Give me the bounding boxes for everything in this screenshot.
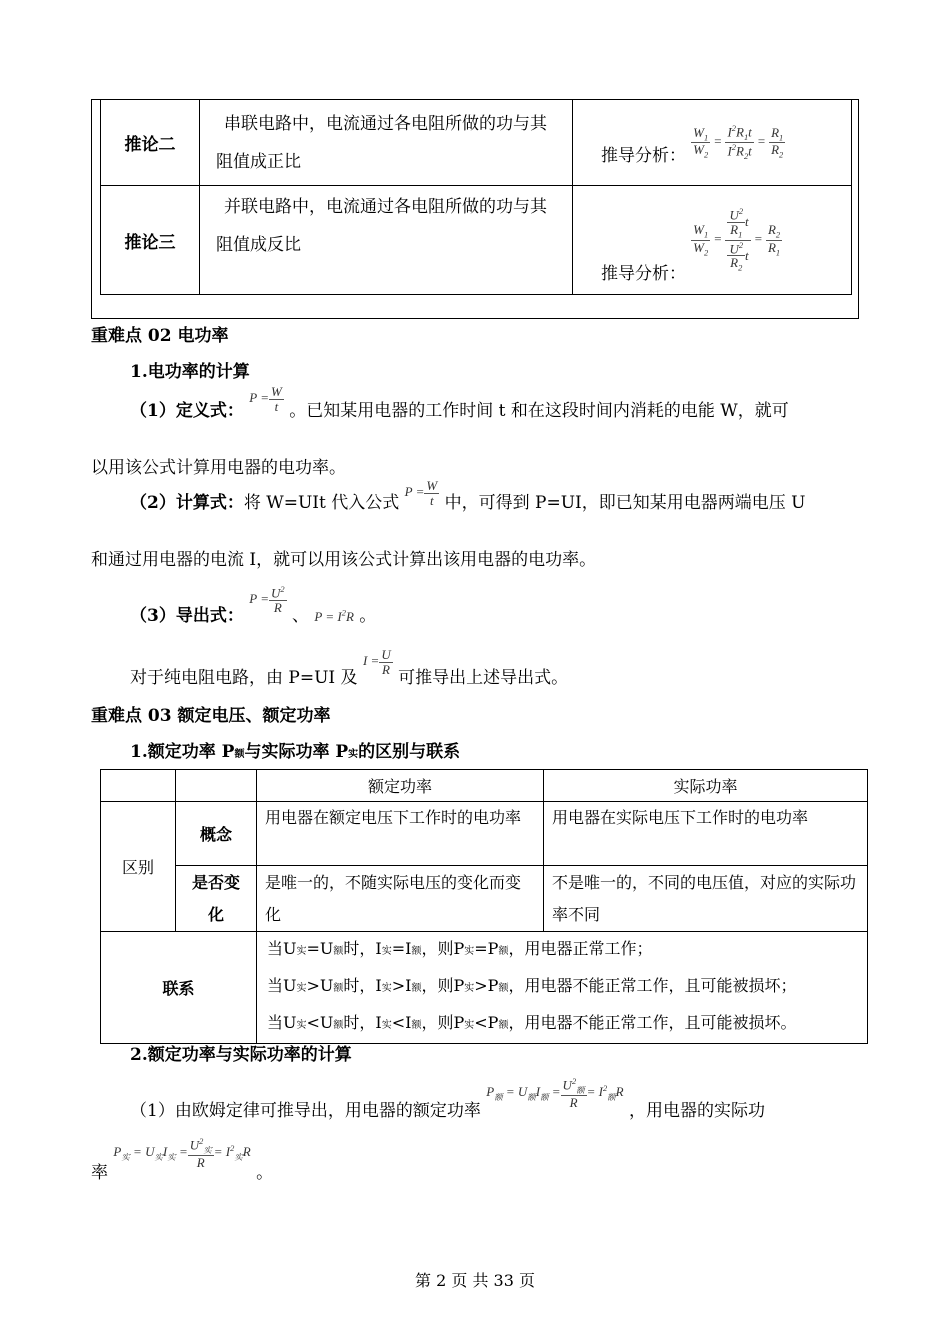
- col-header: 额定功率: [257, 770, 544, 802]
- formula-series: $\frac{W_1}{W_2}$ = $\frac{I^2R_1t}{I^2R_2t}$ = $\frac{R_1}{R_2}$: [693, 123, 784, 161]
- link-line: 当U实=U额时，I实=I额，则P实=P额，用电器正常工作；: [267, 939, 653, 958]
- paragraph-text: 和通过用电器的电流 I，就可以用该公式计算出该用电器的电功率。: [91, 550, 597, 570]
- table-cell: 不是唯一的，不同的电压值，对应的实际功率不同: [544, 866, 868, 932]
- subheading-text: 的区别与联系: [358, 742, 461, 762]
- row-desc: 串联电路中，电流通过各电阻所做的功与其阻值成正比: [216, 113, 547, 172]
- row-label: 是否变化: [176, 866, 257, 932]
- paragraph-label: （2）计算式：: [130, 493, 244, 513]
- calc-paragraph: [130, 477, 890, 519]
- subheading: 1.电功率的计算: [130, 362, 250, 382]
- formula-p-w-t: P = $\frac{W}{t}$: [404, 477, 438, 508]
- formula-u2-r: P = $\frac{U^2}{R}$: [249, 584, 285, 616]
- derived-paragraph: [130, 583, 377, 626]
- row-desc: 并联电路中，电流通过各电阻所做的功与其阻值成反比: [216, 197, 547, 255]
- subheading-text: 1.额定功率 P: [130, 742, 235, 762]
- table-row: [101, 100, 852, 186]
- analysis-label: 推导分析：: [601, 263, 686, 284]
- actual-power-paragraph: [91, 1135, 274, 1183]
- section-heading: 重难点 02 电功率: [91, 326, 229, 346]
- separator: 。: [359, 606, 377, 626]
- table-row: [101, 932, 868, 1044]
- subscript: 实: [348, 749, 359, 760]
- paragraph-text: 中，可得到 P=UI，即已知某用电器两端电压 U: [444, 493, 806, 513]
- table-cell: [176, 770, 257, 802]
- table-row: [101, 770, 868, 802]
- link-line: 当U实>U额时，I实>I额，则P实>P额，用电器不能正常工作，且可能被损坏；: [267, 976, 797, 995]
- comparison-table: [100, 769, 868, 1044]
- subheading: [130, 737, 460, 762]
- paragraph-text: 以用该公式计算用电器的电功率。: [91, 458, 346, 478]
- paragraph-label: （1）定义式：: [130, 401, 244, 421]
- link-cell: [257, 932, 868, 1044]
- definition-paragraph: [130, 383, 870, 427]
- paragraph-text: 。: [256, 1163, 274, 1183]
- row-label: 联系: [101, 932, 257, 1044]
- subscript: 额: [234, 749, 245, 760]
- table-row: [101, 186, 852, 295]
- table-row: [101, 802, 868, 866]
- top-table: [100, 99, 852, 295]
- pure-resistor-paragraph: [130, 645, 569, 688]
- row-label: 概念: [176, 802, 257, 866]
- page-footer: 第 2 页 共 33 页: [415, 1271, 535, 1290]
- formula-rated-power: $P_额 = U_额I_额$ = $\frac{U^2_额}{R}$ = $I^2_额R$: [486, 1075, 624, 1110]
- formula-parallel: $\frac{W_1}{W_2}$ = $\frac{U^2}{R_1}$ t $\frac{U^2}{R_2}$ t = $\frac{R_2}{R_1}$: [693, 206, 781, 274]
- table-row: [101, 866, 868, 932]
- separator: 、: [292, 606, 309, 626]
- analysis-label: 推导分析：: [601, 146, 686, 166]
- formula-i-u-r: I = $\frac{U}{R}$: [362, 646, 391, 677]
- paragraph-text: 对于纯电阻电路，由 P=UI 及: [130, 668, 358, 688]
- paragraph-text: 率: [91, 1163, 108, 1183]
- table-cell: [101, 770, 176, 802]
- formula-actual-power: $P_实 = U_实I_实$ = $\frac{U^2_实}{R}$ = $I^2_实R$: [113, 1135, 251, 1170]
- subheading-text: 与实际功率 P: [244, 742, 349, 762]
- row-label: 推论二: [101, 100, 200, 186]
- table-cell: 用电器在额定电压下工作时的电功率: [257, 802, 544, 866]
- formula-i2-r: P = I2R: [314, 607, 354, 624]
- paragraph-text: 将 W=UIt 代入公式: [243, 493, 400, 513]
- subheading: 2.额定功率与实际功率的计算: [130, 1045, 352, 1065]
- row-label: 区别: [101, 802, 176, 932]
- table-cell: 是唯一的，不随实际电压的变化而变化: [257, 866, 544, 932]
- row-label: 推论三: [101, 186, 200, 295]
- rated-power-paragraph: [130, 1075, 765, 1121]
- table-cell: 用电器在实际电压下工作时的电功率: [544, 802, 868, 866]
- col-header: 实际功率: [544, 770, 868, 802]
- paragraph-text: 可推导出上述导出式。: [398, 668, 569, 688]
- paragraph-text: ，用电器的实际功: [628, 1101, 765, 1121]
- paragraph-text: （1）由欧姆定律可推导出，用电器的额定功率: [130, 1101, 481, 1121]
- link-line: 当U实<U额时，I实<I额，则P实<P额，用电器不能正常工作，且可能被损坏。: [267, 1013, 797, 1032]
- section-heading: 重难点 03 额定电压、额定功率: [91, 706, 331, 726]
- paragraph-text: 。已知某用电器的工作时间 t 和在这段时间内消耗的电能 W，就可: [289, 401, 789, 421]
- paragraph-label: （3）导出式：: [130, 606, 244, 626]
- formula-p-w-t: P = $\frac{W}{t}$: [249, 383, 282, 414]
